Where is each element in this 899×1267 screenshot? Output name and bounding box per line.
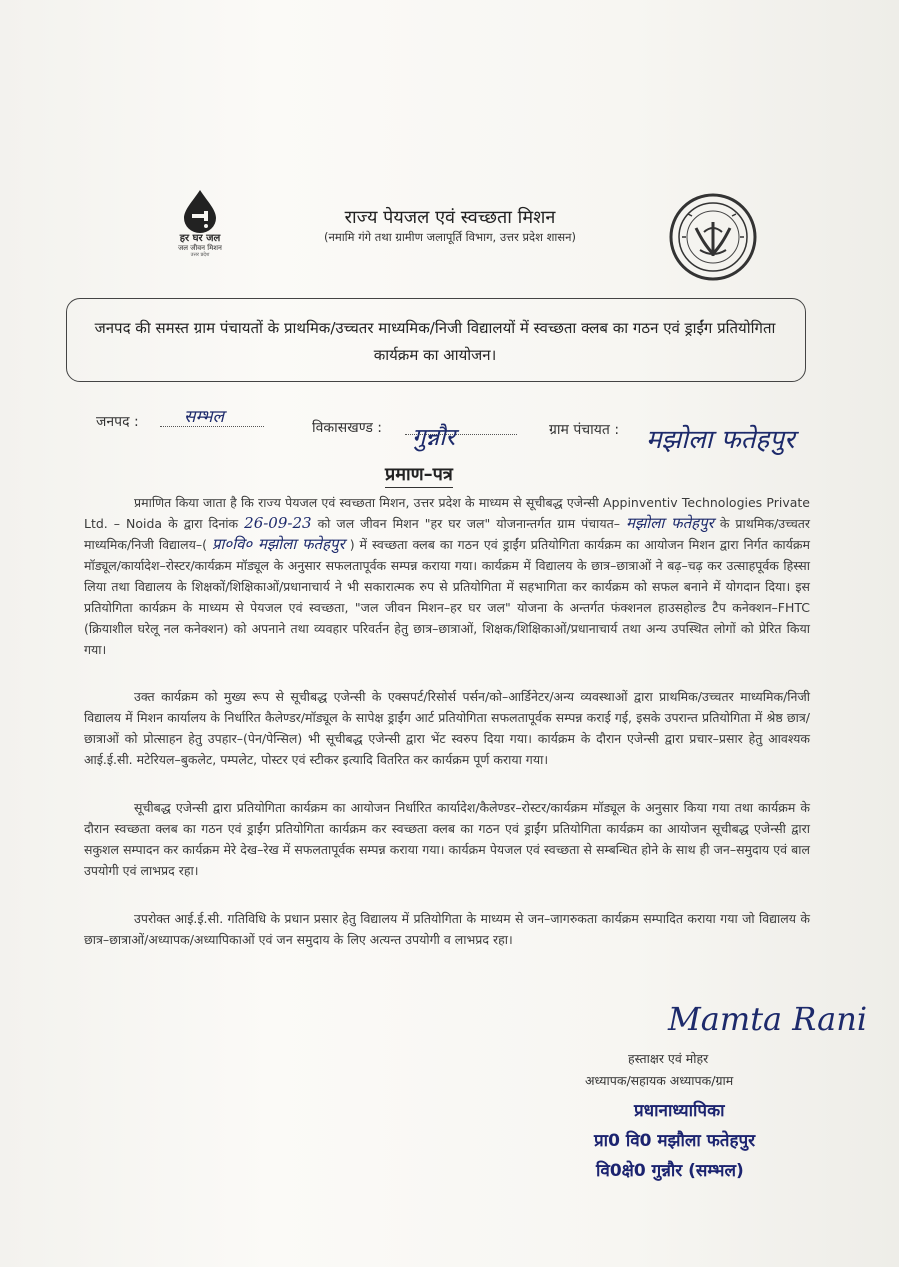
paragraph-1 (84, 492, 810, 660)
panchayat-label: ग्राम पंचायत : (549, 422, 620, 438)
up-government-seal-icon (668, 192, 758, 282)
paragraph-1-part-d: ) में स्वच्छता क्लब का गठन एवं ड्राईंग प्रतियोगिता कार्यक्रम का आयोजन मिशन द्वारा निर्गत कार्यक्रम मॉड्यूल/कार्यादेश–रोस्टर/कार्यक्रम मॉड्यूल के अनुसार सफलतापूर्वक सम्पन्न कराया गया। कार्यक्रम में विद्यालय के छात्र–छात्राओं ने बढ़–चढ़ कर उत्साहपूर्वक हिस्सा लिया तथा विद्यालय के शिक्षकों/शिक्षिकाओं/प्रधानाचार्य ने भी सकारात्मक रुप से प्रतियोगिता में सहभागिता कर कार्यक्रम को सफल बनाने में योगदान दिया। इस प्रतियोगिता कार्यक्रम के माध्यम से पेयजल एवं स्वच्छता, "जल जीवन मिशन–हर घर जल" योजना के अन्तर्गत फंक्शनल हाउसहोल्ड टैप कनेक्शन–FHTC (क्रियाशील घरेलू नल कनेक्शन) को अपनाने तथा व्यवहार परिवर्तन हेतु छात्र–छात्राओं, शिक्षक/शिक्षिकाओं/प्रधानाचार्य तथा अन्य उपस्थित लोगों को प्रेरित किया गया। (84, 537, 810, 657)
gram-panchayat-value: मझोला फतेहपुर (626, 514, 714, 532)
stamp-line-2: प्रा0 वि0 मझौला फतेहपुर (594, 1131, 756, 1151)
signature-label: हस्ताक्षर एवं मोहर (628, 1051, 709, 1066)
har-ghar-jal-logo (160, 188, 240, 268)
district-label: जनपद : (96, 414, 139, 430)
school-value: प्रा०वि० मझोला फतेहपुर (211, 535, 345, 553)
paragraph-3: सूचीबद्ध एजेन्सी द्वारा प्रतियोगिता कार्यक्रम का आयोजन निर्धारित कार्यादेश/कैलेण्डर–रोस्टर/कार्यक्रम मॉड्यूल के अनुसार किया गया तथा कार्यक्रम के दौरान स्वच्छता क्लब का गठन एवं ड्राईंग प्रतियोगिता कार्यक्रम कर स्वच्छता क्लब का गठन एवं ड्राईंग प्रतियोगिता कार्यक्रम का आयोजन सूचीबद्ध एजेन्सी द्वारा सकुशल सम्पादन कर कार्यक्रम मेरे देख–रेख में सफलतापूर्वक सम्पन्न कराया गया। कार्यक्रम पेयजल एवं स्वच्छता से सम्बन्धित होने के साथ ही जन–समुदाय एवं बाल उपयोगी एवं लाभप्रद रहा। (84, 800, 810, 878)
block-value: गुन्नौर (412, 423, 456, 451)
logo-small-text: उत्तर प्रदेश (190, 252, 210, 258)
stamp-line-3: वि0क्षे0 गुन्नौर (सम्भल) (596, 1161, 744, 1181)
logo-subtitle: जल जीवन मिशन (178, 244, 222, 252)
district-value: सम्भल (184, 407, 225, 427)
mission-title: राज्य पेयजल एवं स्वच्छता मिशन (344, 207, 556, 228)
paragraph-1-part-c: के प्राथमिक/उच्चतर माध्यमिक/निजी विद्यालय–( (84, 516, 811, 552)
subject-box: जनपद की समस्त ग्राम पंचायतों के प्राथमिक/उच्चतर माध्यमिक/निजी विद्यालयों में स्वच्छता क्लब का गठन एवं ड्राईंग प्रतियोगिता कार्यक्रम का आयोजन। (66, 298, 806, 382)
logo-tagline: हर घर जल (179, 233, 221, 244)
panchayat-value: मझोला फतेहपुर (646, 425, 795, 455)
designation-label: अध्यापक/सहायक अध्यापक/ग्राम (585, 1073, 734, 1088)
handwritten-signature: Mamta Rani (668, 1000, 868, 1038)
paragraph-4: उपरोक्त आई.ई.सी. गतिविधि के प्रधान प्रसार हेतु विद्यालय में प्रतियोगिता के माध्यम से जन–जागरुकता कार्यक्रम सम्पादित कराया गया जो विद्यालय के छात्र–छात्राओं/अध्यापक/अध्यापिकाओं एवं जन समुदाय के लिए अत्यन्त उपयोगी व लाभप्रद रहा। (84, 911, 810, 947)
paragraph-1-part-b: को जल जीवन मिशन "हर घर जल" योजनान्तर्गत ग्राम पंचायत– (317, 516, 620, 531)
date-value: 26-09-23 (244, 514, 312, 532)
certificate-title: प्रमाण–पत्र (385, 462, 453, 488)
water-drop-icon (180, 188, 220, 234)
paragraph-1-part-a: प्रमाणित किया जाता है कि राज्य पेयजल एवं स्वच्छता मिशन, उत्तर प्रदेश के माध्यम से सूचीबद्ध एजेन्सी Appinventiv Technologies Private Ltd. – Noida के द्वारा दिनांक (84, 495, 810, 531)
stamp-line-1: प्रधानाध्यापिका (634, 1101, 725, 1121)
block-label: विकासखण्ड : (312, 420, 383, 436)
paragraph-2: उक्त कार्यक्रम को मुख्य रूप से सूचीबद्ध एजेन्सी के एक्सपर्ट/रिसोर्स पर्सन/को–आर्डिनेटर/अन्य व्यवस्थाओं द्वारा प्राथमिक/उच्चतर माध्यमिक/निजी विद्यालय में मिशन कार्यालय के निर्धारित कैलेण्डर/मॉड्यूल के सापेक्ष ड्राईंग आर्ट प्रतियोगिता सफलतापूर्वक सम्पन्न कराई गई, इसके उपरान्त प्रतियोगिता में श्रेष्ठ छात्र/छात्राओं को प्रोत्साहन हेतु उपहार–(पेन/पेन्सिल) भी सूचीबद्ध एजेन्सी द्वारा भेंट स्वरुप दिया गया। कार्यक्रम के दौरान एजेन्सी द्वारा प्रचार–प्रसार हेतु आवश्यक आई.ई.सी. मटेरियल–बुकलेट, पम्पलेट, पोस्टर एवं स्टीकर इत्यादि वितरित कर कार्यक्रम पूर्ण कराया गया। (84, 689, 810, 767)
mission-subtitle: (नमामि गंगे तथा ग्रामीण जलापूर्ति विभाग, उत्तर प्रदेश शासन) (323, 230, 577, 244)
